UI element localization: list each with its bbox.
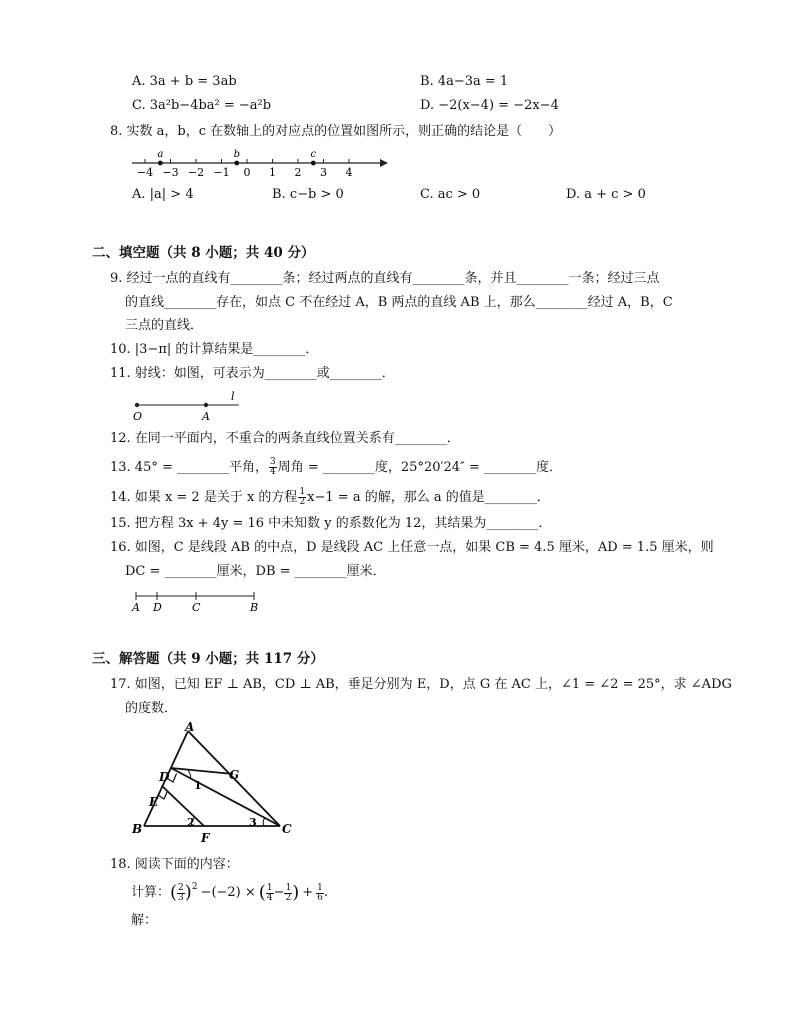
number-line-tick-label: 4: [345, 166, 353, 179]
ray-figure: [128, 389, 253, 423]
paren-close-2: ): [292, 882, 300, 903]
q9-line2: 的直线________存在，如点 C 不在经过 A，B 两点的直线 AB 上，那么________经过 A，B，C: [125, 295, 673, 310]
seg-label-a: A: [132, 601, 140, 614]
q7-option-b: B. 4a−3a = 1: [420, 74, 509, 89]
tri-label-c: C: [282, 822, 292, 836]
q14-part1: 14. 如果 x = 2 是关于 x 的方程: [110, 489, 298, 505]
q18-frac2-num: 1: [266, 882, 273, 893]
point-a: [204, 403, 208, 407]
q18-solution: 解：: [131, 913, 158, 928]
q16-line2: DC = ________厘米，DB = ________厘米．: [125, 564, 386, 579]
q14-text: [110, 488, 550, 507]
q17-line1: 17. 如图，已知 EF ⊥ AB，CD ⊥ AB，垂足分别为 E，D，点 G 在 AC 上，∠1 = ∠2 = 25°，求 ∠ADG: [110, 677, 732, 692]
tri-label-d: D: [159, 770, 170, 784]
q14-frac-den: 2: [299, 497, 306, 507]
q13-part2: 周角 = ________度，25°20′24″ = ________度．: [277, 459, 562, 475]
q18-stem: 18. 阅读下面的内容：: [110, 857, 239, 872]
number-line-point-label-a: a: [157, 149, 164, 160]
q18-frac4-den: 6: [317, 892, 323, 903]
q15-text: 15. 把方程 3x + 4y = 16 中未知数 y 的系数化为 12，其结果为________．: [110, 516, 552, 531]
q18-frac3: [284, 884, 292, 903]
q17-line2: 的度数．: [125, 701, 178, 716]
angle-label-3: 3: [249, 816, 257, 829]
q16-line1: 16. 如图，C 是线段 AB 的中点，D 是线段 AC 上任意一点，如果 CB = 4.5 厘米，AD = 1.5 厘米，则: [110, 540, 714, 555]
number-line-tick-label: 3: [320, 166, 327, 179]
q18-frac3-den: 2: [285, 892, 292, 903]
q18-frac3-num: 1: [285, 882, 292, 893]
q18-frac2: [266, 884, 274, 903]
section-title-solve: 三、解答题（共 9 小题；共 117 分）: [92, 651, 324, 667]
q8-option-d: D. a + c > 0: [566, 187, 646, 202]
q18-frac1: [177, 884, 185, 903]
q13-fraction: [269, 458, 277, 477]
point-o: [135, 403, 139, 407]
angle-label-1: 1: [194, 779, 202, 792]
q14-part2: x−1 = a 的解，那么 a 的值是________．: [307, 489, 550, 505]
q18-calc-prefix: 计算：: [131, 885, 171, 900]
q18-end: .: [323, 885, 328, 900]
number-line-tick-label: 0: [243, 166, 251, 179]
paren-open: (: [170, 882, 178, 903]
number-line-point-a: [158, 161, 163, 166]
section-title-fill-in: 二、填空题（共 8 小题；共 40 分）: [92, 245, 315, 261]
number-line-point-c: [311, 161, 316, 166]
label-o: O: [133, 410, 143, 423]
segment-figure: [128, 587, 263, 615]
q8-stem: 8. 实数 a，b，c 在数轴上的对应点的位置如图所示，则正确的结论是（ ）: [110, 124, 562, 139]
label-l: l: [231, 390, 235, 403]
tri-label-a: A: [185, 722, 195, 734]
number-line-point-b: [234, 161, 239, 166]
q11-text: 11. 射线：如图，可表示为________或________．: [110, 366, 395, 381]
q18-frac4-num: 1: [317, 882, 323, 893]
tri-label-f: F: [201, 831, 210, 844]
number-line-tick-label: −3: [162, 166, 179, 179]
q18-frac2-den: 4: [266, 892, 273, 903]
number-line-tick-label: −1: [213, 166, 230, 179]
number-line-point-label-c: c: [310, 149, 317, 160]
q7-option-c: C. 3a²b−4ba² = −a²b: [132, 98, 272, 113]
q18-frac4: [316, 884, 324, 903]
q18-exponent: 2: [191, 882, 198, 892]
q18-frac1-den: 3: [178, 892, 184, 903]
number-line-tick-label: 1: [269, 166, 276, 179]
number-line-arrow: [380, 159, 388, 167]
q18-minus: −: [273, 885, 285, 900]
q8-option-b: B. c−b > 0: [272, 187, 344, 202]
triangle-figure: [132, 722, 302, 844]
number-line-figure: [130, 144, 390, 182]
q7-option-d: D. −2(x−4) = −2x−4: [420, 98, 559, 113]
tri-label-b: B: [132, 822, 143, 836]
q8-option-a: A. |a| > 4: [132, 187, 194, 202]
q18-mid1: −(−2) ×: [200, 885, 256, 900]
angle-label-2: 2: [187, 816, 195, 829]
seg-label-d: D: [153, 601, 162, 614]
q18-plus: +: [302, 885, 314, 900]
q14-fraction: [298, 488, 306, 507]
number-line-tick-label: −4: [136, 166, 154, 179]
seg-label-c: C: [192, 601, 201, 614]
q12-text: 12. 在同一平面内，不重合的两条直线位置关系有________．: [110, 431, 460, 446]
tri-label-e: E: [149, 795, 159, 809]
q18-calc: [131, 877, 328, 909]
q7-option-a: A. 3a + b = 3ab: [132, 74, 237, 89]
q9-line3: 三点的直线．: [125, 318, 204, 333]
number-line-tick-label: 2: [294, 166, 302, 179]
q18-frac1-num: 2: [178, 882, 184, 893]
seg-label-b: B: [250, 601, 259, 614]
label-a: A: [202, 410, 210, 423]
q13-part1: 13. 45° = ________平角，: [110, 459, 269, 475]
number-line-tick-label: −2: [187, 166, 205, 179]
q14-frac-num: 1: [299, 487, 306, 497]
q13-text: [110, 458, 562, 477]
number-line-point-label-b: b: [233, 149, 241, 160]
tri-label-g: G: [229, 768, 240, 782]
q13-frac-den: 4: [270, 467, 276, 477]
q10-text: 10. |3−π| 的计算结果是________．: [110, 342, 319, 357]
q13-frac-num: 3: [270, 457, 276, 467]
paren-open-2: (: [258, 882, 266, 903]
q9-line1: 9. 经过一点的直线有________条；经过两点的直线有________条，并且________一条；经过三点: [110, 271, 660, 286]
q8-option-c: C. ac > 0: [420, 187, 481, 202]
paren-close: ): [184, 882, 192, 903]
